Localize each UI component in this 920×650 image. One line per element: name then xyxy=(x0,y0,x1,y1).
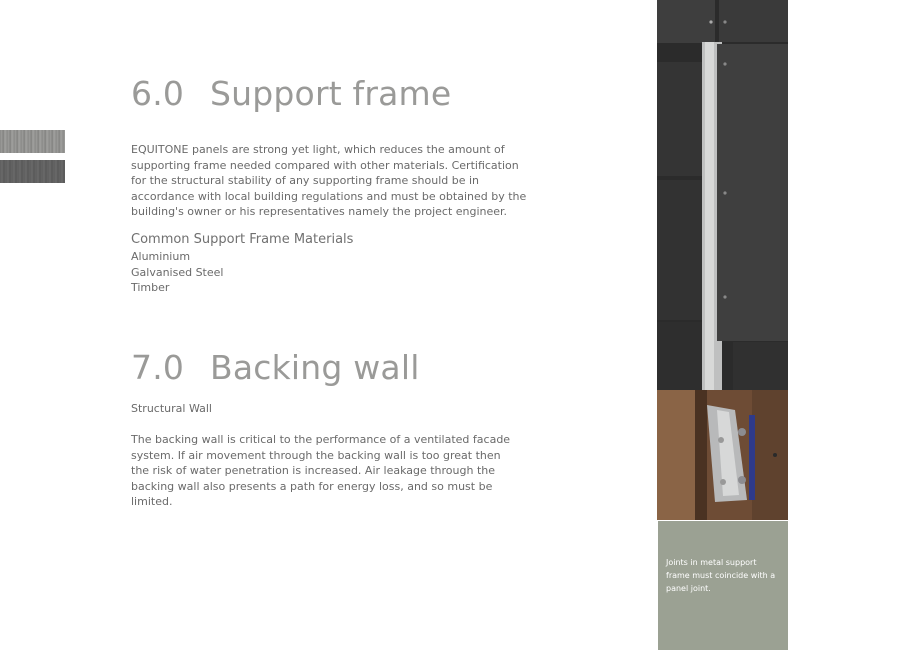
section-6-body: EQUITONE panels are strong yet light, which reduces the amount of supporting frame needed compared with other materials. Certification for the structural stability of any supporting frame should be in accordance with local building regulations and must be obtained by the building's owner or his representatives namely the project engineer. xyxy=(131,143,527,218)
section-6-title: Support frame xyxy=(210,74,452,113)
materials-list xyxy=(131,249,223,296)
material-item: Galvanised Steel xyxy=(131,265,224,279)
material-swatch-dark xyxy=(0,160,65,183)
section-6-heading xyxy=(131,74,451,113)
material-item: Aluminium xyxy=(131,250,191,263)
section-7-title: Backing wall xyxy=(210,348,420,387)
facade-panel-photo xyxy=(657,0,788,390)
caption-text: Joints in metal support frame must coincide with a panel joint. xyxy=(666,558,776,593)
material-swatch-light xyxy=(0,130,65,153)
caption-box xyxy=(658,521,788,650)
materials-heading: Common Support Frame Materials xyxy=(131,232,354,247)
section-7-body: The backing wall is critical to the performance of a ventilated facade system. If air movement through the backing wall is too great then the risk of water penetration is increased. Air leakage through the backing wall also presents a path for energy loss, and so must be limited. xyxy=(131,433,511,508)
material-item: Timber xyxy=(131,281,170,294)
section-7-number: 7.0 xyxy=(131,348,185,387)
section-7-subtitle: Structural Wall xyxy=(131,402,212,415)
section-7-heading xyxy=(131,348,420,387)
bracket-photo xyxy=(657,390,788,520)
section-6-number: 6.0 xyxy=(131,74,185,113)
